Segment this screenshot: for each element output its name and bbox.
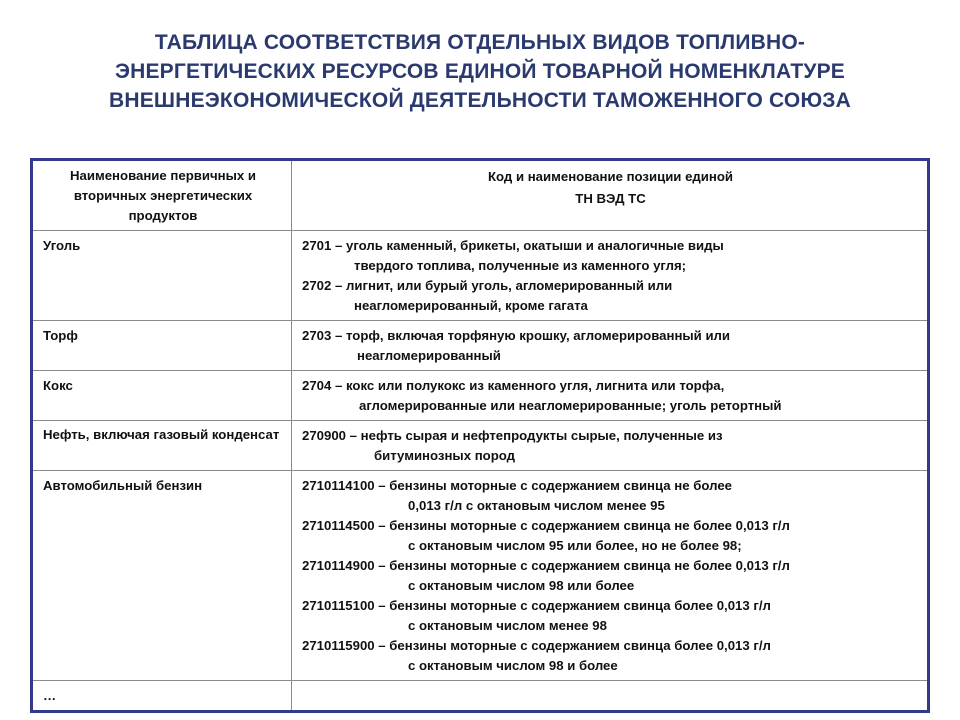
header-col2-line: ТН ВЭД ТС <box>575 191 646 206</box>
code-line: 2701 – уголь каменный, брикеты, окатыши и аналогичные виды <box>302 238 724 253</box>
product-name-cell: Уголь <box>32 231 292 321</box>
product-name-cell: Торф <box>32 321 292 371</box>
code-line: неагломерированный, кроме гагата <box>354 298 588 313</box>
code-cell <box>292 321 929 371</box>
header-col2-line: Код и наименование позиции единой <box>487 169 734 184</box>
code-line: с октановым числом 98 и более <box>408 658 618 673</box>
title-line-2: ЭНЕРГЕТИЧЕСКИХ РЕСУРСОВ ЕДИНОЙ ТОВАРНОЙ НОМЕНКЛАТУРЕ <box>114 60 846 83</box>
table-row <box>32 681 929 712</box>
code-line: неагломерированный <box>357 348 501 363</box>
code-line: агломерированные или неагломерированные; уголь ретортный <box>359 398 782 413</box>
table-row <box>32 371 929 421</box>
header-col1-line: Наименование первичных и <box>70 168 256 183</box>
code-line: 270900 – нефть сырая и нефтепродукты сырые, полученные из <box>302 428 723 443</box>
table-row <box>32 321 929 371</box>
title-line-1: ТАБЛИЦА СООТВЕТСТВИЯ ОТДЕЛЬНЫХ ВИДОВ ТОПЛИВНО- <box>154 31 806 54</box>
header-col1-line: вторичных энергетических <box>73 188 253 203</box>
code-line: 2704 – кокс или полукокс из каменного угля, лигнита или торфа, <box>302 378 725 393</box>
code-cell <box>292 421 929 471</box>
code-cell <box>292 681 929 712</box>
code-line: с октановым числом 98 или более <box>408 578 635 593</box>
code-line: 2702 – лигнит, или бурый уголь, агломерированный или <box>302 278 673 293</box>
header-col1-line: продуктов <box>128 208 198 223</box>
header-product-name <box>32 160 292 231</box>
page-title <box>40 28 920 115</box>
code-cell <box>292 471 929 681</box>
code-cell <box>292 231 929 321</box>
code-line: 2710114500 – бензины моторные с содержанием свинца не более 0,013 г/л <box>302 518 790 533</box>
title-line-3: ВНЕШНЕЭКОНОМИЧЕСКОЙ ДЕЯТЕЛЬНОСТИ ТАМОЖЕННОГО СОЮЗА <box>108 89 852 112</box>
table-header-row <box>32 160 929 231</box>
code-line: 2703 – торф, включая торфяную крошку, агломерированный или <box>302 328 731 343</box>
code-line: 2710115900 – бензины моторные с содержанием свинца более 0,013 г/л <box>302 638 771 653</box>
code-line: твердого топлива, полученные из каменного угля; <box>354 258 687 273</box>
correspondence-table <box>30 158 930 713</box>
code-line: с октановым числом 95 или более, но не более 98; <box>408 538 742 553</box>
product-name-cell: Нефть, включая газовый конденсат <box>32 421 292 471</box>
code-line: 2710115100 – бензины моторные с содержанием свинца более 0,013 г/л <box>302 598 771 613</box>
product-name-cell: Автомобильный бензин <box>32 471 292 681</box>
code-line: с октановым числом менее 98 <box>408 618 607 633</box>
table-row <box>32 421 929 471</box>
header-code-name <box>292 160 929 231</box>
table-row <box>32 231 929 321</box>
code-line: 2710114900 – бензины моторные с содержанием свинца не более 0,013 г/л <box>302 558 790 573</box>
product-name-cell: … <box>32 681 292 712</box>
table-row <box>32 471 929 681</box>
product-name-cell: Кокс <box>32 371 292 421</box>
code-line: битуминозных пород <box>374 448 516 463</box>
code-cell <box>292 371 929 421</box>
code-line: 0,013 г/л с октановым числом менее 95 <box>408 498 665 513</box>
code-line: 2710114100 – бензины моторные с содержанием свинца не более <box>302 478 732 493</box>
